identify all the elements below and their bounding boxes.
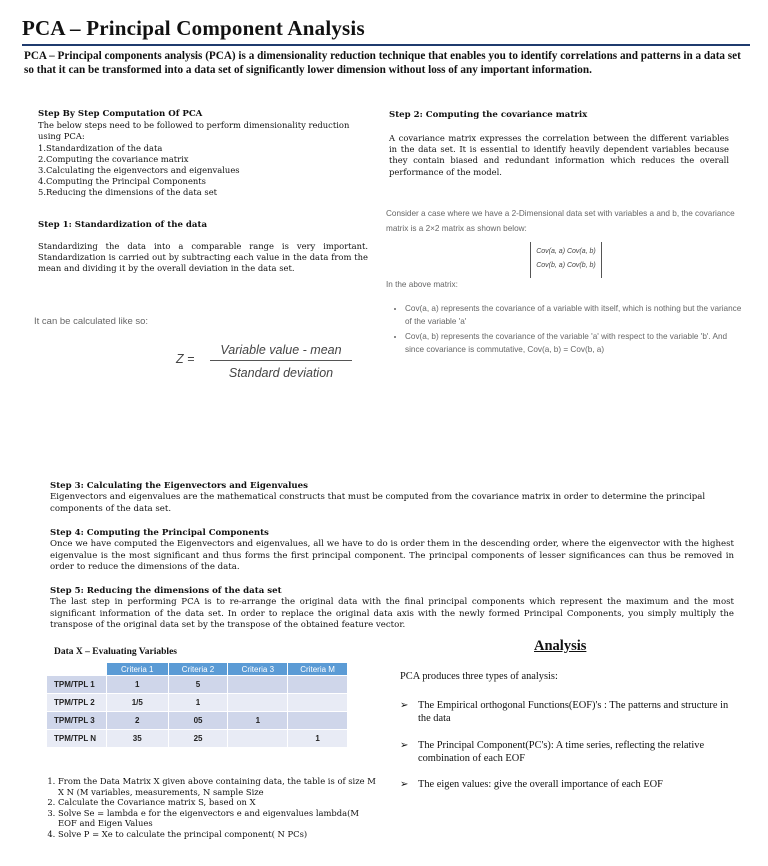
table-header-row	[47, 663, 348, 676]
step5-section	[50, 586, 734, 631]
title-divider	[22, 44, 750, 46]
table-cell: 1/5	[106, 694, 168, 712]
table-cell: 1	[228, 712, 288, 730]
table-row	[47, 694, 348, 712]
step1-heading: Step 1: Standardization of the data	[38, 220, 208, 230]
covariance-bullet-2: • Cov(a, b) represents the covariance of the variable 'a' with respect to the variable 'b'. And since covariance is commutative, Cov(a, b) = Cov(b, a)	[405, 331, 747, 356]
computation-section	[38, 109, 368, 199]
table-step: 4. Solve P = Xe to calculate the principal component( N PCs)	[58, 829, 376, 840]
formula-numerator: Variable value - mean	[220, 343, 342, 357]
arrow-bullet-icon: ➢	[400, 779, 409, 790]
step2-heading: Step 2: Computing the covariance matrix	[389, 110, 588, 120]
table-cell: 1	[106, 676, 168, 694]
table-corner-cell	[47, 663, 107, 676]
analysis-title: Analysis	[534, 638, 587, 654]
table-cell	[288, 712, 348, 730]
table-cell: 2	[106, 712, 168, 730]
row-label: TPM/TPL 1	[47, 676, 107, 694]
step1-text: Standardizing the data into a comparable range is very important. Standardization is carried out by subtracting each value in the data from the mean and dividing it by the overall deviation in the data set.	[38, 241, 368, 274]
analysis-item-2	[400, 739, 740, 765]
matrix-row-1: Cov(a, a) Cov(a, b)	[536, 248, 596, 255]
step5-heading: Step 5: Reducing the dimensions of the data set	[50, 586, 282, 596]
z-score-formula	[176, 343, 366, 383]
step3-text: Eigenvectors and eigenvalues are the mathematical constructs that must be computed from the covariance matrix in order to determine the principal components of the data set.	[50, 492, 706, 514]
table-header: Criteria 1	[106, 663, 168, 676]
row-label: TPM/TPL 3	[47, 712, 107, 730]
table-cell: 1	[288, 730, 348, 748]
computation-step-1: 1.Standardization of the data	[38, 142, 163, 153]
computation-step-2: 2.Computing the covariance matrix	[38, 153, 189, 164]
computation-step-5: 5.Reducing the dimensions of the data set	[38, 187, 218, 198]
computation-step-4: 4.Computing the Principal Components	[38, 176, 206, 187]
row-label: TPM/TPL N	[47, 730, 107, 748]
table-cell	[228, 694, 288, 712]
analysis-item-text: The eigen values: give the overall importance of each EOF	[418, 779, 663, 790]
step3-heading: Step 3: Calculating the Eigenvectors and Eigenvalues	[50, 481, 308, 491]
covariance-intro: Consider a case where we have a 2-Dimensional data set with variables a and b, the covariance matrix is a 2×2 matrix as shown below:	[386, 209, 735, 233]
table-step: 1. From the Data Matrix X given above containing data, the table is of size M X N (M variables, measurements, N sample Size	[58, 776, 376, 797]
covariance-matrix	[530, 242, 602, 278]
evaluation-table	[46, 662, 348, 748]
page-title: PCA – Principal Component Analysis	[22, 16, 365, 40]
analysis-item-text: The Empirical orthogonal Functions(EOF)'s : The patterns and structure in the data	[418, 700, 729, 724]
step5-text: The last step in performing PCA is to re-arrange the original data with the final principal components which represent the maximum and the most significant information of the data set. In order to replace the original data axis with the newly formed Principal Components, you simply multiply the transpose of the original data set by the transpose of the obtained feature vector.	[50, 597, 734, 630]
step3-section	[50, 481, 734, 515]
step4-section	[50, 528, 734, 573]
table-step: 2. Calculate the Covariance matrix S, based on X	[58, 797, 376, 808]
computation-lead: The below steps need to be followed to perform dimensionality reduction using PCA:	[38, 120, 350, 142]
analysis-item-1	[400, 699, 740, 725]
table-row	[47, 712, 348, 730]
table-cell	[288, 694, 348, 712]
table-header: Criteria M	[288, 663, 348, 676]
formula-lhs: Z =	[176, 352, 195, 366]
table-header: Criteria 3	[228, 663, 288, 676]
step4-text: Once we have computed the Eigenvectors and eigenvalues, all we have to do is order them in the descending order, where the eigenvector with the highest eigenvalue is the most significant and thus forms the first principal component. The principal components of lesser significances can thus be removed in order to reduce the dimensions of the data.	[50, 539, 734, 572]
table-title: Data X – Evaluating Variables	[54, 647, 177, 657]
table-cell: 05	[168, 712, 228, 730]
formula-denominator: Standard deviation	[228, 366, 334, 380]
analysis-item-3	[400, 778, 740, 791]
table-cell: 5	[168, 676, 228, 694]
analysis-lead: PCA produces three types of analysis:	[400, 671, 558, 682]
table-header: Criteria 2	[168, 663, 228, 676]
table-cell: 25	[168, 730, 228, 748]
step2-text: A covariance matrix expresses the correlation between the different variables in the data set. It is essential to identify heavily dependent variables because they contain biased and redundant information which reduces the overall performance of the model.	[389, 133, 729, 177]
matrix-row-2: Cov(b, a) Cov(b, b)	[536, 262, 596, 269]
table-row	[47, 676, 348, 694]
table-cell	[288, 676, 348, 694]
calc-note: It can be calculated like so:	[34, 316, 149, 327]
table-cell	[228, 730, 288, 748]
table-cell	[228, 676, 288, 694]
formula-fraction	[210, 343, 352, 380]
intro-paragraph: PCA – Principal components analysis (PCA) is a dimensionality reduction technique that enables you to identify correlations and patterns in a data set so that it can be transformed into a data set of significantly lower dimension without loss of any important information.	[24, 50, 741, 76]
row-label: TPM/TPL 2	[47, 694, 107, 712]
covariance-bullet-1: • Cov(a, a) represents the covariance of a variable with itself, which is nothing but the variance of the variable 'a'	[405, 303, 747, 328]
computation-heading: Step By Step Computation Of PCA	[38, 109, 203, 119]
matrix-note: In the above matrix:	[386, 280, 458, 289]
covariance-bullets	[387, 303, 747, 359]
step4-heading: Step 4: Computing the Principal Components	[50, 528, 269, 538]
table-steps	[40, 776, 376, 839]
table-cell: 1	[168, 694, 228, 712]
table-cell: 35	[106, 730, 168, 748]
analysis-item-text: The Principal Component(PC's): A time series, reflecting the relative combination of each EOF	[418, 740, 705, 764]
table-row	[47, 730, 348, 748]
table-step: 3. Solve Se = lambda e for the eigenvectors e and eigenvalues lambda(M EOF and Eigen Values	[58, 808, 376, 829]
arrow-bullet-icon: ➢	[400, 700, 409, 711]
computation-step-3: 3.Calculating the eigenvectors and eigenvalues	[38, 165, 240, 176]
arrow-bullet-icon: ➢	[400, 740, 409, 751]
